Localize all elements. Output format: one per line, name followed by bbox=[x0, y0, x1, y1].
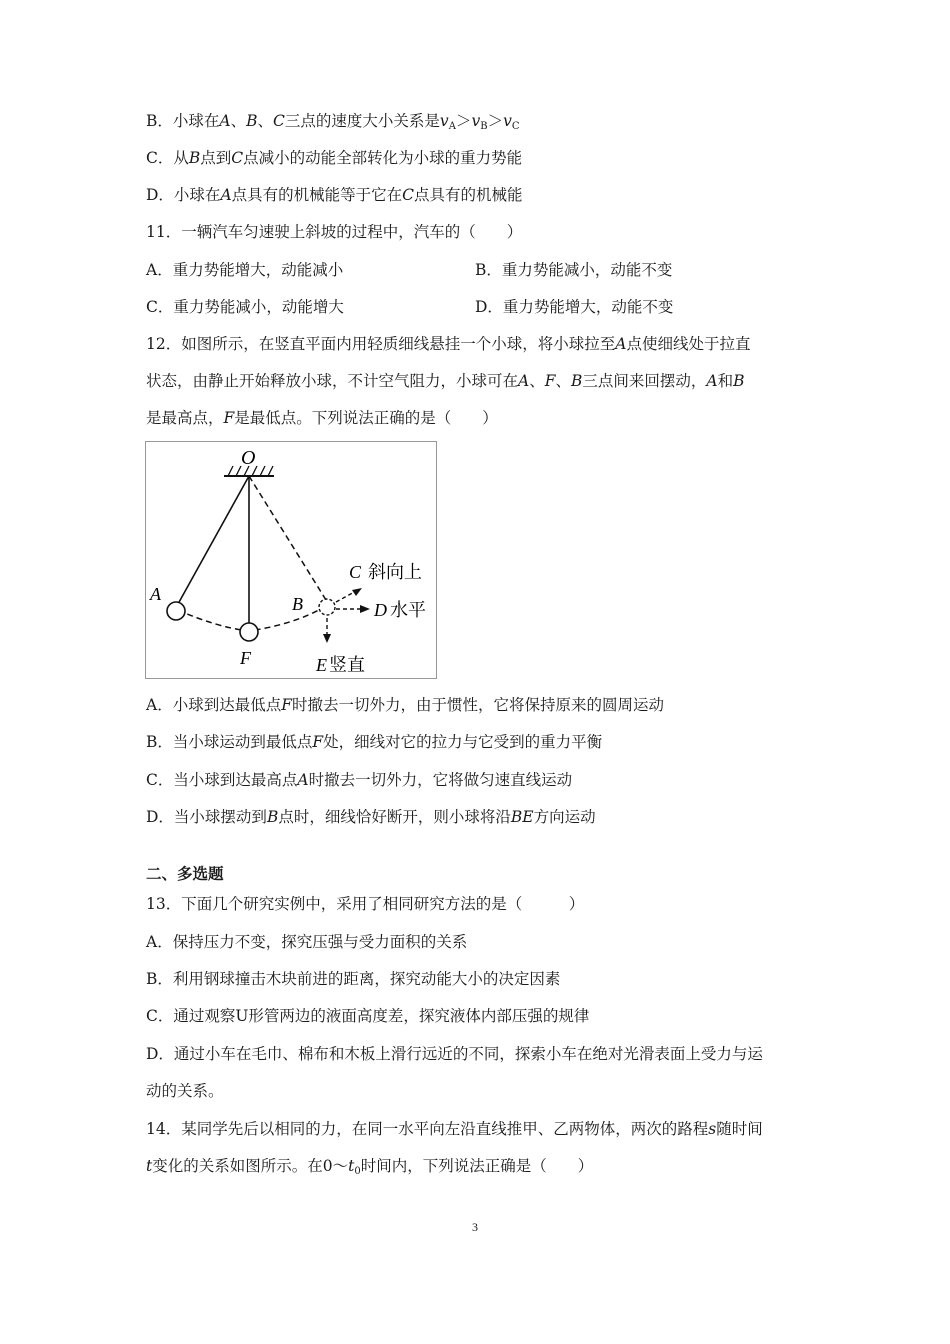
ball-a bbox=[167, 602, 185, 620]
label-e: E bbox=[316, 655, 327, 675]
label-b: B bbox=[292, 594, 303, 614]
q12-option-d: D．当小球摆动到B点时，细线恰好断开，则小球将沿BE方向运动 bbox=[146, 808, 596, 826]
q11-option-a: A．重力势能增大，动能减小 bbox=[146, 261, 344, 279]
q10-option-c: C．从B点到C点减小的动能全部转化为小球的重力势能 bbox=[146, 149, 523, 167]
arrow-d-head bbox=[360, 605, 370, 613]
q12-stem-line1: 12．如图所示，在竖直平面内用轻质细线悬挂一个小球，将小球拉至A点使细线处于拉直 bbox=[146, 335, 751, 353]
page-number: 3 bbox=[472, 1220, 478, 1234]
q12-option-c: C．当小球到达最高点A时撤去一切外力，它将做匀速直线运动 bbox=[146, 771, 573, 789]
q13-option-d-line1: D．通过小车在毛巾、棉布和木板上滑行远近的不同，探索小车在绝对光滑表面上受力与运 bbox=[146, 1045, 763, 1063]
q10-option-b: B．小球在A、B、C三点的速度大小关系是$v_A>v_B>v_C$ bbox=[146, 112, 520, 132]
q11-stem: 11．一辆汽车匀速驶上斜坡的过程中，汽车的（ ） bbox=[146, 223, 523, 241]
ball-f bbox=[240, 623, 258, 641]
label-f: F bbox=[240, 648, 251, 668]
q14-stem-line2: t变化的关系如图所示。在$0\sim t_0$时间内，下列说法正确是（ ） bbox=[146, 1157, 594, 1177]
q13-option-b: B．利用钢球撞击木块前进的距离，探究动能大小的决定因素 bbox=[146, 970, 561, 988]
string-to-b bbox=[249, 476, 326, 600]
text-e: 竖直 bbox=[329, 655, 365, 676]
q12-option-a: A．小球到达最低点F时撤去一切外力，由于惯性，它将保持原来的圆周运动 bbox=[146, 696, 664, 714]
text-c: 斜向上 bbox=[368, 562, 422, 583]
q11-option-d: D．重力势能增大，动能不变 bbox=[475, 298, 674, 316]
q13-option-d-line2: 动的关系。 bbox=[146, 1082, 224, 1100]
q13-stem: 13．下面几个研究实例中，采用了相同研究方法的是（ ） bbox=[146, 895, 585, 913]
q12-option-b: B．当小球运动到最低点F处，细线对它的拉力与它受到的重力平衡 bbox=[146, 733, 603, 751]
label-c: C bbox=[349, 562, 362, 582]
label-a: A bbox=[150, 584, 161, 604]
arrow-e-head bbox=[323, 634, 331, 643]
q13-option-a: A．保持压力不变，探究压强与受力面积的关系 bbox=[146, 933, 468, 951]
q12-stem-line3: 是最高点，F是最低点。下列说法正确的是（ ） bbox=[146, 409, 498, 427]
q11-option-c: C．重力势能减小，动能增大 bbox=[146, 298, 344, 316]
label-d: D bbox=[374, 600, 387, 620]
pendulum-figure bbox=[145, 441, 437, 679]
ball-b bbox=[319, 599, 335, 615]
string-to-a bbox=[178, 476, 249, 604]
text-d: 水平 bbox=[390, 600, 426, 621]
q10-option-d: D．小球在A点具有的机械能等于它在C点具有的机械能 bbox=[146, 186, 523, 204]
arrow-c-head bbox=[352, 588, 362, 596]
q13-option-c: C．通过观察U形管两边的液面高度差，探究液体内部压强的规律 bbox=[146, 1007, 590, 1025]
q11-option-b: B．重力势能减小，动能不变 bbox=[475, 261, 673, 279]
q12-stem-line2: 状态，由静止开始释放小球，不计空气阻力，小球可在A、F、B三点间来回摆动，A和B bbox=[146, 372, 745, 390]
q14-stem-line1: 14．某同学先后以相同的力，在同一水平向左沿直线推甲、乙两物体，两次的路程s随时间 bbox=[146, 1120, 763, 1138]
label-o: O bbox=[241, 447, 256, 469]
section-heading: 二、多选题 bbox=[146, 865, 224, 883]
